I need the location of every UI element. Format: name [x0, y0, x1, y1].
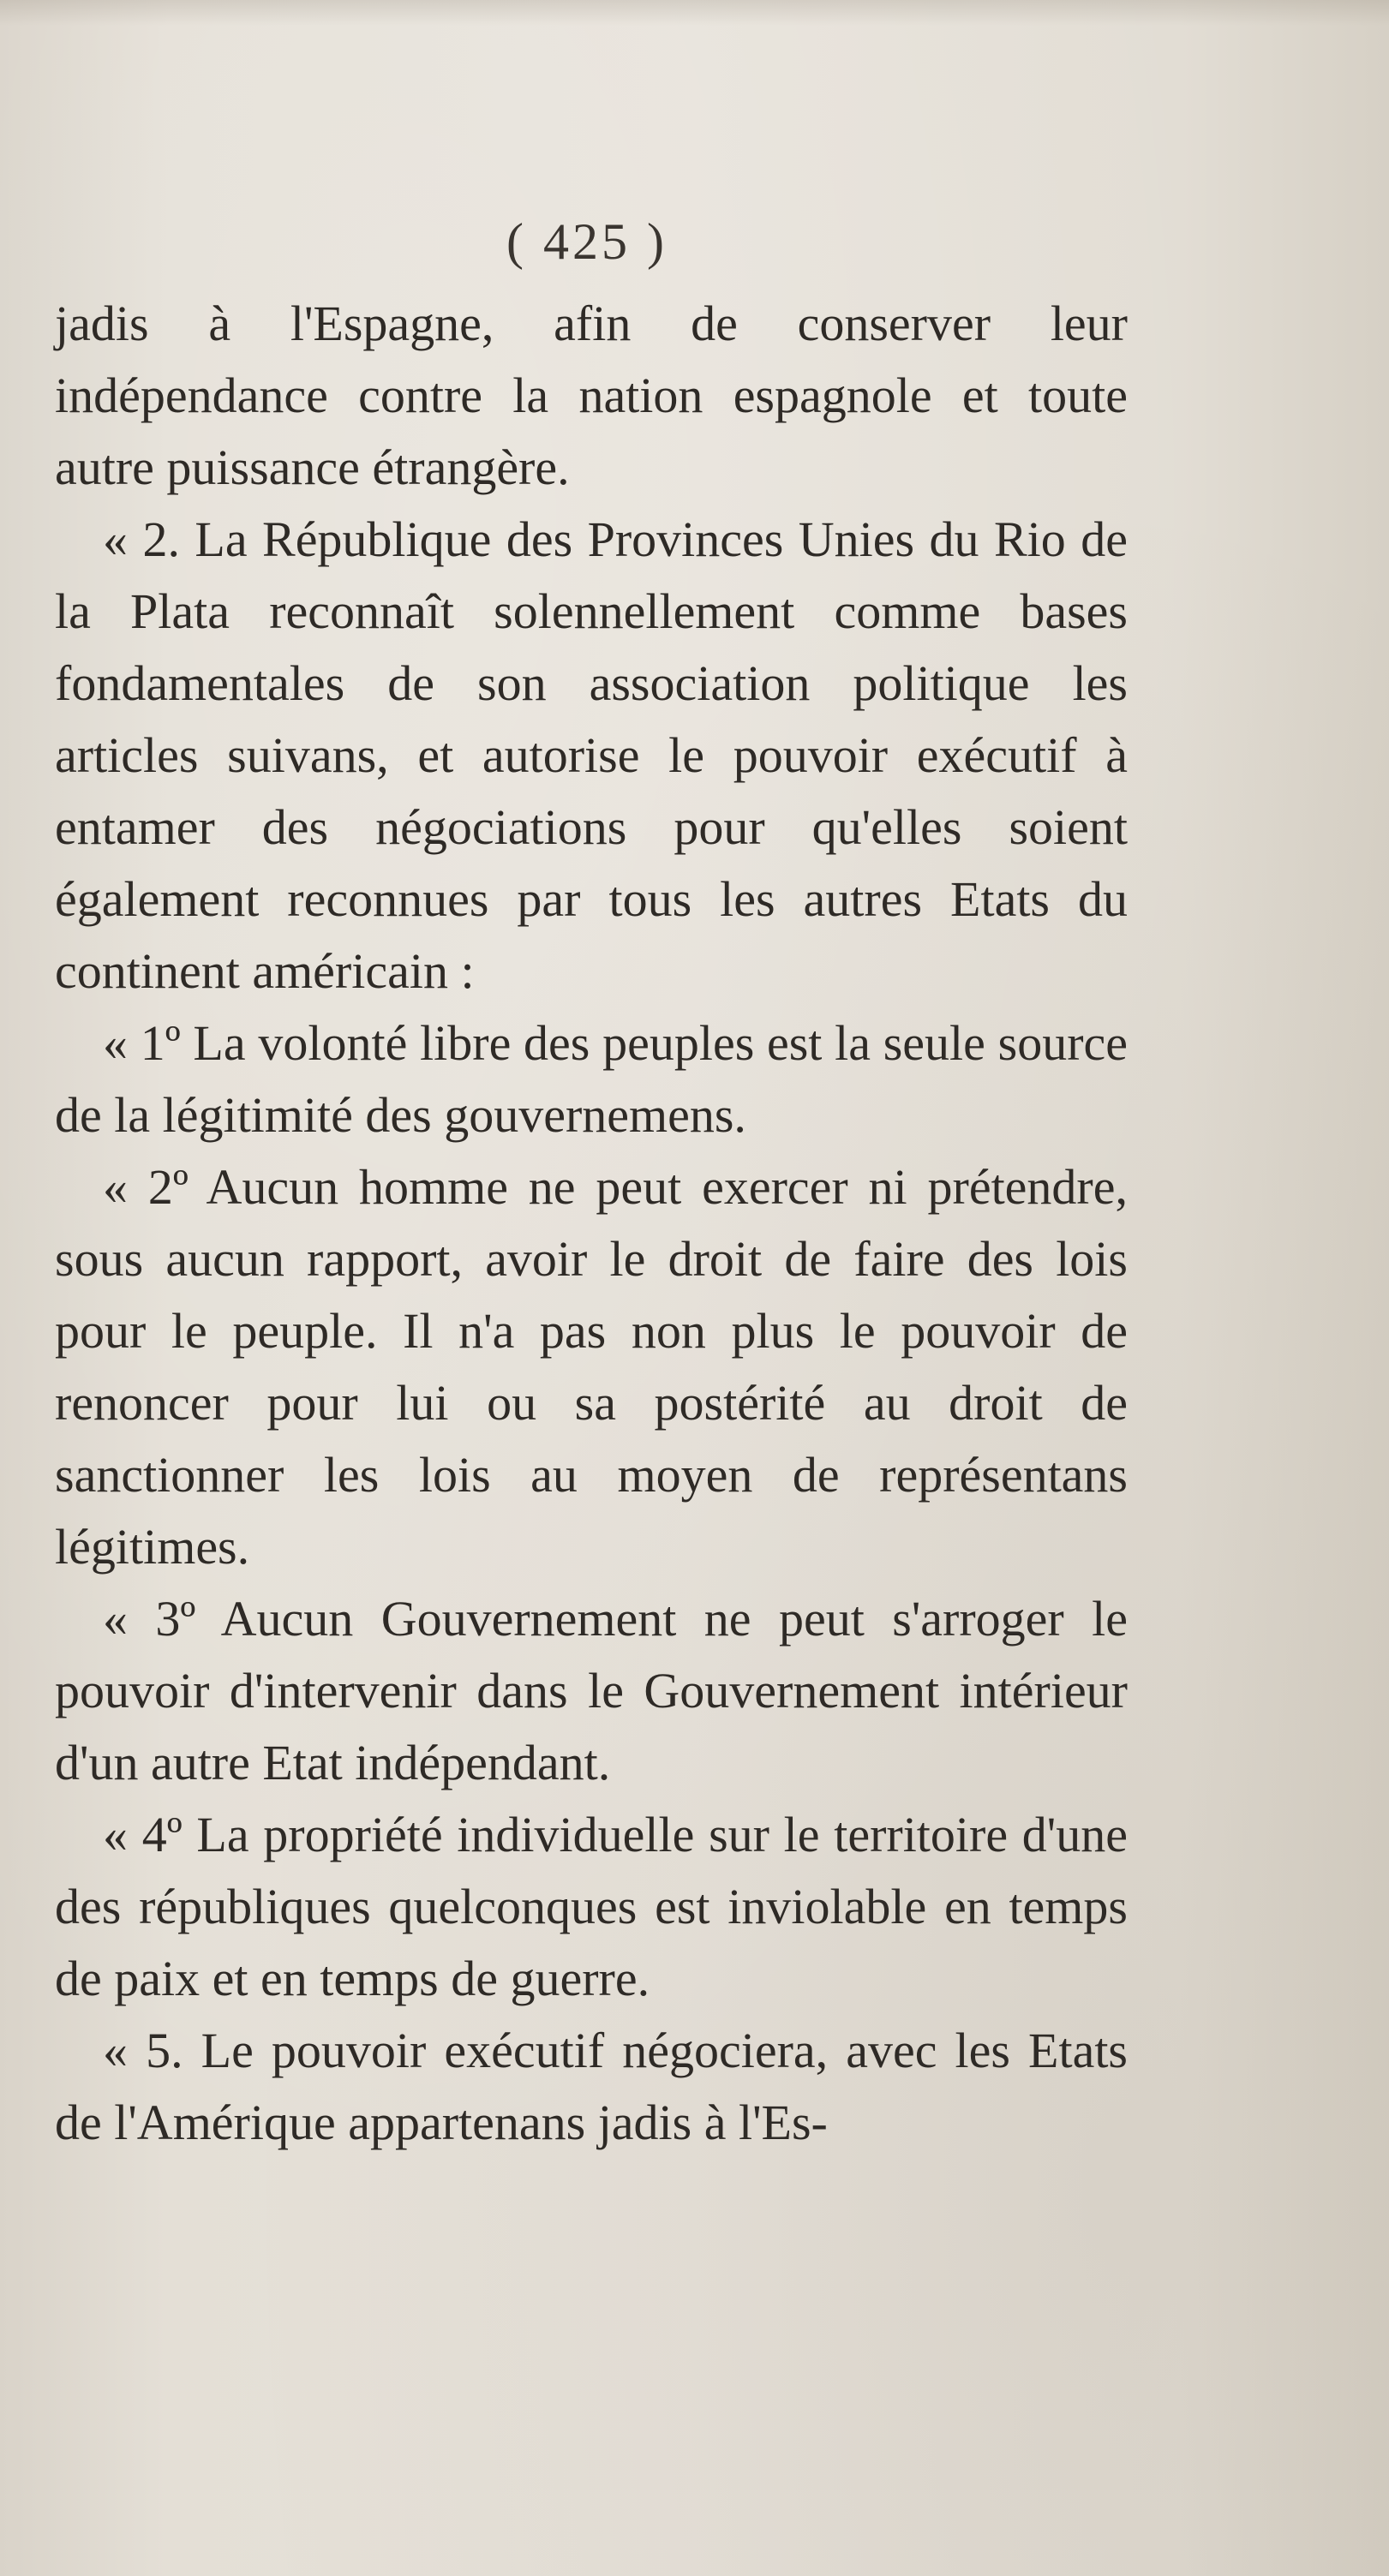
paragraph-principle-4: « 4º La propriété individuelle sur le territoire d'une des républiques quelconques est inviolable en temps de paix et en temps de guerre. — [55, 1807, 1128, 2006]
paragraph-article-5: « 5. Le pouvoir exécutif négociera, avec les Etats de l'Amérique appartenans jadis à l'Es- — [55, 2023, 1128, 2150]
paragraph-article-2: « 2. La République des Provinces Unies du Rio de la Plata reconnaît solennellement comme bases fondamentales de son association politique les articles suivans, et autorise le pouvoir exécutif à entamer des négociations pour qu'elles soient également reconnues par tous les autres Etats du continent américain : — [55, 511, 1128, 999]
page-edge-shadow — [0, 0, 1389, 26]
paragraph-principle-1: « 1º La volonté libre des peuples est la seule source de la légitimité des gouvernemens. — [55, 1015, 1128, 1143]
paragraph-principle-2: « 2º Aucun homme ne peut exercer ni prétendre, sous aucun rapport, avoir le droit de faire des lois pour le peuple. Il n'a pas non plus le pouvoir de renoncer pour lui ou sa postérité au droit de sanctionner les lois au moyen de représentans légitimes. — [55, 1159, 1128, 1575]
body-text — [55, 288, 1128, 2159]
paragraph-principle-3: « 3º Aucun Gouvernement ne peut s'arroger le pouvoir d'intervenir dans le Gouvernement intérieur d'un autre Etat indépendant. — [55, 1591, 1128, 1790]
paragraph-continuation: jadis à l'Espagne, afin de conserver leur indépendance contre la nation espagnole et toute autre puissance étrangère. — [55, 296, 1128, 495]
page-number: ( 425 ) — [506, 213, 668, 270]
